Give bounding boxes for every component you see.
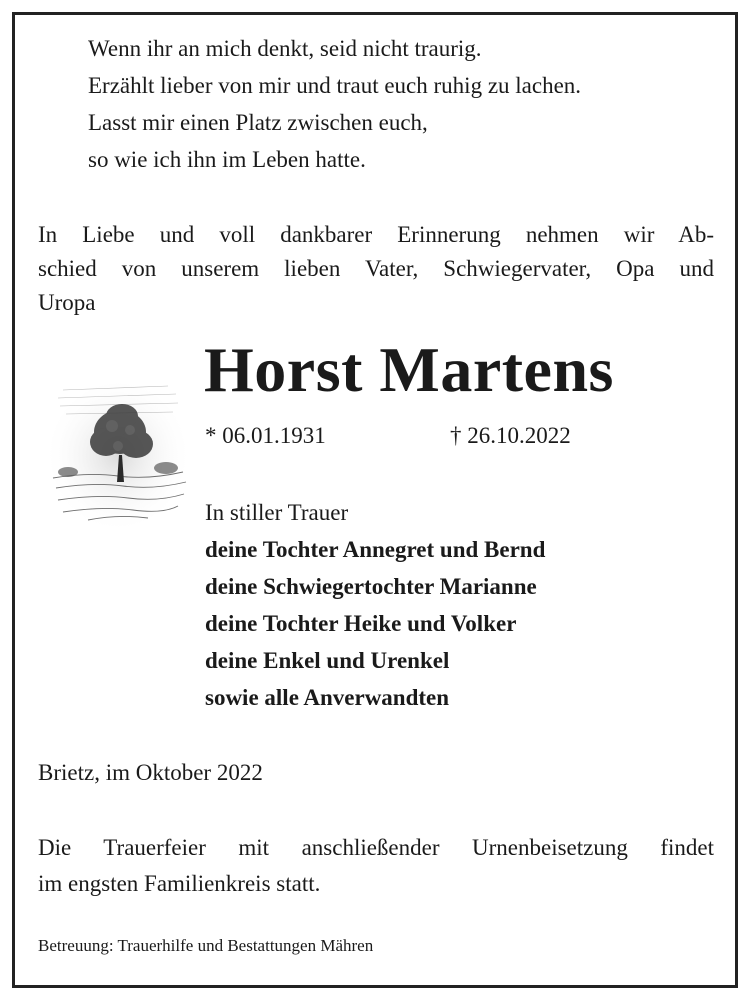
intro-line: In Liebe und voll dankbarer Erinnerung nehmen wir Ab- bbox=[38, 222, 714, 247]
tree-landscape-icon bbox=[48, 360, 188, 530]
intro-text bbox=[38, 218, 714, 320]
mourner-line: sowie alle Anverwandten bbox=[205, 685, 450, 710]
mourner-line: deine Enkel und Urenkel bbox=[205, 648, 450, 673]
death-date: † 26.10.2022 bbox=[450, 423, 571, 448]
ceremony-line: Die Trauerfeier mit anschließender Urnenbeisetzung findet bbox=[38, 835, 714, 860]
place-date: Brietz, im Oktober 2022 bbox=[38, 760, 263, 785]
poem-line: Wenn ihr an mich denkt, seid nicht traurig. bbox=[88, 36, 482, 61]
mourner-line: deine Tochter Heike und Volker bbox=[205, 611, 517, 636]
poem-line: Lasst mir einen Platz zwischen euch, bbox=[88, 110, 428, 135]
ceremony-line: im engsten Familienkreis statt. bbox=[38, 871, 321, 896]
ceremony-text bbox=[38, 830, 714, 902]
funeral-home: Betreuung: Trauerhilfe und Bestattungen Mähren bbox=[38, 936, 374, 955]
birth-date: * 06.01.1931 bbox=[205, 423, 326, 448]
poem bbox=[88, 30, 581, 178]
mourner-line: deine Tochter Annegret und Bernd bbox=[205, 537, 546, 562]
poem-line: so wie ich ihn im Leben hatte. bbox=[88, 147, 366, 172]
deceased-name: Horst Martens bbox=[204, 334, 614, 405]
intro-line: Uropa bbox=[38, 290, 96, 315]
mourner-line: deine Schwiegertochter Marianne bbox=[205, 574, 537, 599]
mourners-heading: In stiller Trauer bbox=[205, 500, 349, 525]
poem-line: Erzählt lieber von mir und traut euch ruhig zu lachen. bbox=[88, 73, 582, 98]
mourners-block bbox=[205, 494, 545, 716]
intro-line: schied von unserem lieben Vater, Schwiegervater, Opa und bbox=[38, 256, 714, 281]
